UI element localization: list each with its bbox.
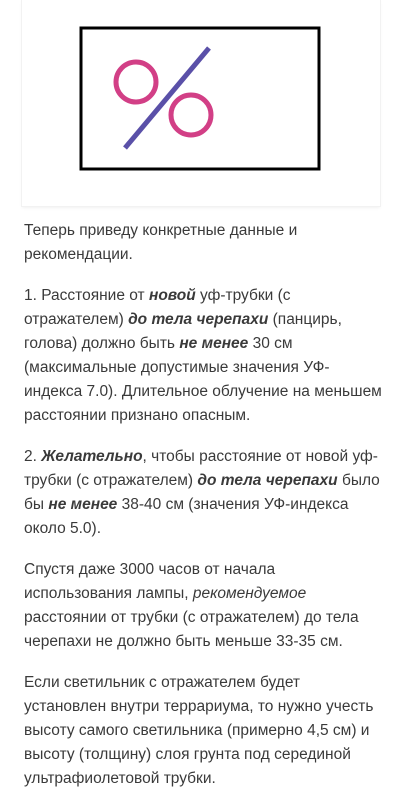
p2-text-a: 2. <box>24 448 42 465</box>
recommendation-3 <box>24 558 386 654</box>
percent-circle-top <box>116 62 156 102</box>
p1-emph-new: новой <box>148 287 196 304</box>
p1-emph-body: до тела черепахи <box>128 311 269 328</box>
p2-emph-body: до тела черепахи <box>197 472 338 489</box>
p2-emph-desirable: Желательно <box>41 448 143 465</box>
recommendation-4: Если светильник с отражателем будет установлен внутри террариума, то нужно учесть высоту самого светильника (примерно 4,5 см) и высоту (толщину) слоя грунта под серединой ультрафиолетовой трубки. <box>24 674 374 787</box>
intro-paragraph: Теперь приведу конкретные данные и рекомендации. <box>24 222 298 263</box>
p1-text-e: (панцирь, голова) должно быть <box>24 311 342 352</box>
p1-text-c: уф-трубки (с отражателем) <box>24 287 291 328</box>
p3-emph-recommended: рекомендуемое <box>192 585 307 602</box>
p2-text-c: , чтобы расстояние от новой уф-трубки (с отражателем) <box>24 448 378 489</box>
p2-emph-min: не менее <box>48 496 118 513</box>
p1-text-g: 30 см (максимальные допустимые значения УФ-индекса 7.0). Длительное облучение на меньшем расстоянии признано опасным. <box>24 335 382 424</box>
p3-text-a: Спустя даже 3000 часов от начала использования лампы, <box>24 561 276 602</box>
percent-icon <box>22 0 380 206</box>
p3-text-c: расстоянии от трубки (с отражателем) до тела черепахи не должно быть меньше 33-35 см. <box>24 609 359 650</box>
p1-text-a: 1. Расстояние от <box>24 287 149 304</box>
p2-text-e: было бы <box>24 472 380 513</box>
recommendation-1 <box>24 284 386 428</box>
article-body <box>24 219 386 808</box>
p1-emph-min: не менее <box>179 335 249 352</box>
recommendation-2 <box>24 445 386 541</box>
percent-circle-bottom <box>171 95 211 135</box>
percent-figure <box>22 0 380 206</box>
p2-text-g: 38-40 см (значения УФ-индекса около 5.0). <box>24 496 349 537</box>
